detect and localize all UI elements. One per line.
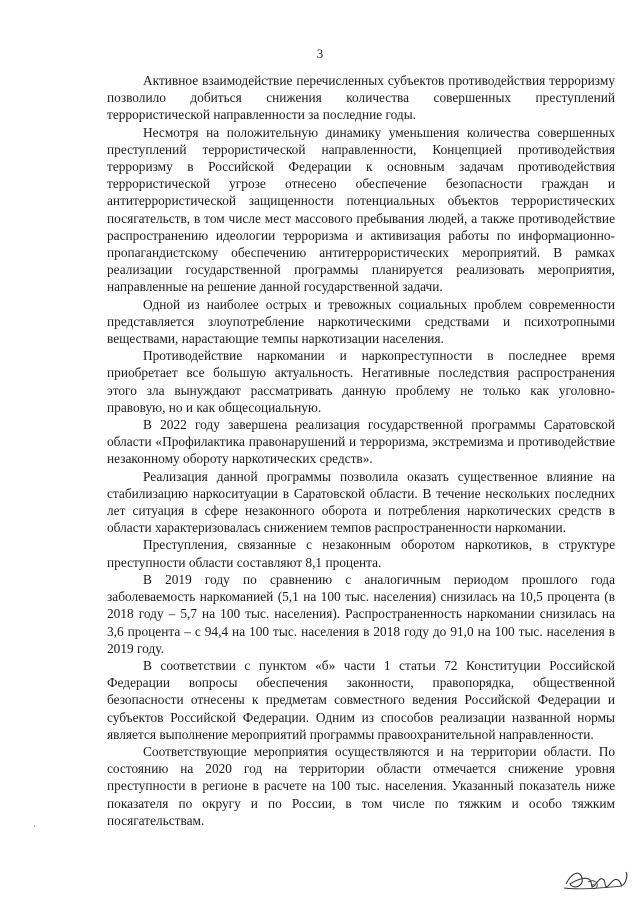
document-body xyxy=(107,72,615,829)
paragraph: Соответствующие мероприятия осуществляются и на территории области. По состоянию на 2020 год на территории области отмечается снижение уровня преступности в регионе в расчете на 100 тыс. населения. Указанный показатель ниже показателя по округу и по России, в том числе по тяжким и особо тяжким посягательствам. xyxy=(107,743,615,828)
paragraph: В 2022 году завершена реализация государственной программы Саратовской области «Профилактика правонарушений и терроризма, экстремизма и противодействие незаконному обороту наркотических средств». xyxy=(107,417,615,467)
paragraph: В 2019 году по сравнению с аналогичным периодом прошлого года заболеваемость наркоманией (5,1 на 100 тыс. населения) снизилась на 10,5 процента (в 2018 году – 5,7 на 100 тыс. населения). Распространенность наркомании снизилась на 3,6 процента – с 94,4 на 100 тыс. населения в 2018 году до 91,0 на 100 тыс. населения в 2019 году. xyxy=(107,571,615,656)
paragraph: Преступления, связанные с незаконным оборотом наркотиков, в структуре преступности области составляют 8,1 процента. xyxy=(107,537,615,570)
paragraph: В соответствии с пунктом «б» части 1 статьи 72 Конституции Российской Федерации вопросы обеспечения законности, правопорядка, общественной безопасности отнесены к предметам совместного ведения Российской Федерации и субъектов Российской Федерации. Одним из способов реализации названной нормы является выполнение мероприятий программы правоохранительной направленности. xyxy=(107,657,615,742)
paragraph: Реализация данной программы позволила оказать существенное влияние на стабилизацию наркоситуации в Саратовской области. В течение нескольких последних лет ситуация в сфере незаконного оборота и потребления наркотических средств в области характеризовалась снижением темпов распространенности наркомании. xyxy=(107,468,615,536)
paragraph: Противодействие наркомании и наркопреступности в последнее время приобретает все большую актуальность. Негативные последствия распространения этого зла вынуждают рассматривать данную проблему не только как уголовно-правовую, но и как общесоциальную. xyxy=(107,348,615,415)
scan-speck xyxy=(34,825,35,827)
paragraph: Активное взаимодействие перечисленных субъектов противодействия терроризму позволило добиться снижения количества совершенных преступлений террористической направленности за последние годы. xyxy=(107,73,615,123)
paragraph: Несмотря на положительную динамику уменьшения количества совершенных преступлений террористической направленности, Концепцией противодействия терроризму в Российской Федерации к основным задачам противодействия террористической угрозе отнесено обеспечение безопасности граждан и антитеррористической защищенности потенциальных объектов террористических посягательств, в том числе мест массового пребывания людей, а также противодействие распространению идеологии терроризма и активизация работы по информационно-пропагандистскому обеспечению антитеррористических мероприятий. В рамках реализации государственной программы планируется реализовать мероприятия, направленные на решение данной государственной задачи. xyxy=(107,124,615,295)
handwritten-signature xyxy=(560,862,632,894)
paragraph: Одной из наиболее острых и тревожных социальных проблем современности представляется злоупотребление наркотическими средствами и психотропными веществами, нарастающие темпы наркотизации населения. xyxy=(107,296,615,347)
page-number: 3 xyxy=(316,46,324,61)
